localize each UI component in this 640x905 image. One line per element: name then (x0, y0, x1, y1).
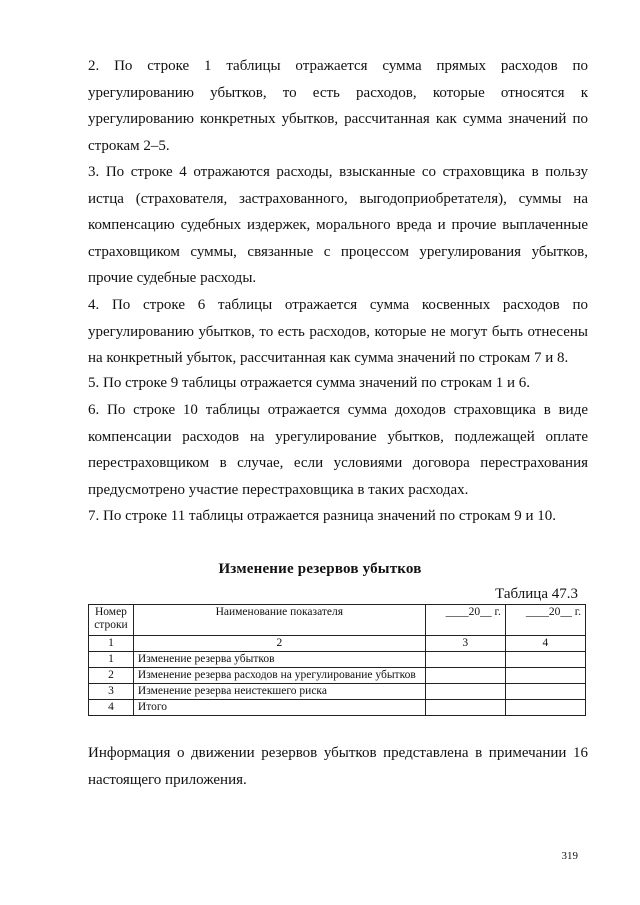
row-name: Изменение резерва расходов на урегулирование убытков (133, 668, 425, 684)
row-number: 4 (89, 700, 134, 716)
row-name: Итого (133, 700, 425, 716)
table-row (89, 684, 586, 700)
header-indicator-name: Наименование показателя (133, 605, 425, 636)
table-label: Таблица 47.3 (495, 586, 578, 602)
paragraph-6: 6. По строке 10 таблицы отражается сумма доходов страховщика в виде компенсации расходов на урегулирование убытков, подлежащей оплате перестраховщиком в случае, если условиями договора перестрахования предусмотрено участие перестраховщика в таких расходах. (88, 402, 588, 498)
column-number: 3 (425, 636, 505, 652)
row-number: 2 (89, 668, 134, 684)
reserves-table (88, 604, 586, 716)
paragraph-5: 5. По строке 9 таблицы отражается сумма значений по строкам 1 и 6. (88, 375, 531, 391)
column-number-row (89, 636, 586, 652)
paragraph-4: 4. По строке 6 таблицы отражается сумма косвенных расходов по урегулированию убытков, то есть расходов, которые не могут быть отнесены на конкретный убыток, рассчитанная как сумма значений по строкам 7 и 8. (88, 297, 588, 366)
header-year-1: ____20__ г. (425, 605, 505, 636)
column-number: 4 (505, 636, 585, 652)
header-row-number: Номер строки (89, 605, 134, 636)
row-value-2 (505, 652, 585, 668)
paragraph-3: 3. По строке 4 отражаются расходы, взысканные со страховщика в пользу истца (страхователя, застрахованного, выгодоприобретателя), суммы на компенсацию судебных издержек, морального вреда и прочие выплаченные страховщиком суммы, связанные с процессом урегулирования убытков, прочие судебные расходы. (88, 164, 588, 286)
paragraph-7: 7. По строке 11 таблицы отражается разница значений по строкам 9 и 10. (88, 508, 556, 524)
section-heading: Изменение резервов убытков (218, 561, 422, 577)
row-value-1 (425, 684, 505, 700)
row-value-2 (505, 700, 585, 716)
closing-paragraph: Информация о движении резервов убытков представлена в примечании 16 настоящего приложения. (88, 745, 588, 788)
row-value-1 (425, 652, 505, 668)
table-row (89, 652, 586, 668)
column-number: 2 (133, 636, 425, 652)
row-value-2 (505, 684, 585, 700)
row-value-1 (425, 668, 505, 684)
header-year-2: ____20__ г. (505, 605, 585, 636)
row-value-1 (425, 700, 505, 716)
row-name: Изменение резерва убытков (133, 652, 425, 668)
column-number: 1 (89, 636, 134, 652)
row-number: 3 (89, 684, 134, 700)
page-number: 319 (561, 850, 578, 862)
row-name: Изменение резерва неистекшего риска (133, 684, 425, 700)
row-value-2 (505, 668, 585, 684)
row-number: 1 (89, 652, 134, 668)
table-row (89, 668, 586, 684)
paragraph-2: 2. По строке 1 таблицы отражается сумма прямых расходов по урегулированию убытков, то есть расходов, которые относятся к урегулированию конкретных убытков, рассчитанная как сумма значений по строкам 2–5. (88, 58, 588, 154)
table-header-row (89, 605, 586, 636)
table-row (89, 700, 586, 716)
